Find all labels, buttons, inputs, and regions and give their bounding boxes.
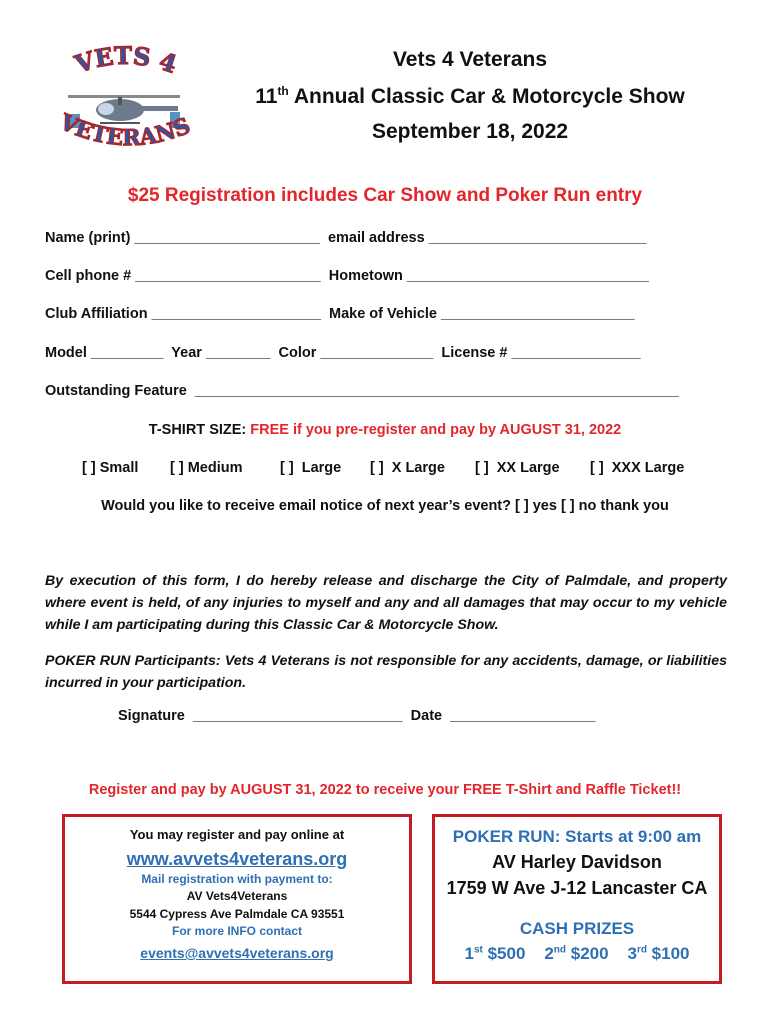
logo-bottom-text: VETERANS: [55, 109, 194, 152]
event-date: September 18, 2022: [371, 120, 569, 143]
tshirt-size-line: [0, 422, 770, 438]
event-org-title: Vets 4 Veterans: [392, 48, 548, 71]
contact-email-link[interactable]: events@avvets4veterans.org: [140, 945, 334, 961]
online-registration-box: [62, 814, 412, 984]
email-notice-question: Would you like to receive email notice of next year’s event? [ ] yes [ ] no thank you: [101, 498, 669, 514]
signature-date-line: Signature __________________________ Date __________________: [118, 708, 596, 724]
size-option-xxxlarge: [ ] XXX Large: [590, 460, 685, 476]
size-option-xlarge: [ ] X Large: [370, 460, 445, 476]
size-option-small: [ ] Small: [82, 460, 139, 476]
liability-release-text: By execution of this form, I do hereby release and discharge the City of Palmdale, and property where event is held, of any injuries to myself and any and all damages that may occur to my vehicle while I am participating during this Classic Car & Motorcycle Show.: [45, 573, 727, 633]
event-title: 11th Annual Classic Car & Motorcycle Show: [255, 84, 685, 108]
cash-prizes-title: CASH PRIZES: [519, 919, 635, 938]
register-deadline-note: Register and pay by AUGUST 31, 2022 to receive your FREE T-Shirt and Raffle Ticket!!: [88, 782, 682, 798]
mail-note: Mail registration with payment to:: [141, 872, 333, 886]
prize-third: 3rd $100: [627, 944, 690, 963]
tshirt-free-note: FREE if you pre-register and pay by AUGUST 31, 2022: [250, 422, 622, 438]
website-link[interactable]: www.avvets4veterans.org: [126, 849, 348, 869]
tshirt-label: T-SHIRT SIZE:: [148, 422, 251, 438]
poker-run-venue: AV Harley Davidson: [492, 852, 662, 872]
info-note: For more INFO contact: [171, 924, 302, 938]
field-row-outstanding-feature: Outstanding Feature ____________________________________________________________: [45, 383, 679, 399]
size-option-medium: [ ] Medium: [170, 460, 243, 476]
vets4veterans-logo: [50, 40, 200, 165]
mail-org: AV Vets4Veterans: [186, 889, 288, 903]
mail-address: 5544 Cypress Ave Palmdale CA 93551: [129, 907, 345, 921]
prize-first: 1st $500: [464, 944, 526, 963]
prize-second: 2nd $200: [544, 944, 609, 963]
online-intro: You may register and pay online at: [129, 827, 345, 842]
field-row-club-make: Club Affiliation _____________________ Make of Vehicle ________________________: [45, 306, 635, 322]
poker-run-box: [432, 814, 722, 984]
size-option-xxlarge: [ ] XX Large: [475, 460, 560, 476]
field-row-phone-hometown: Cell phone # _______________________ Hometown ______________________________: [45, 268, 649, 284]
registration-banner: $25 Registration includes Car Show and Poker Run entry: [127, 185, 643, 206]
logo-graphic: [50, 40, 200, 165]
poker-run-address: 1759 W Ave J-12 Lancaster CA: [446, 878, 708, 898]
poker-run-title: POKER RUN: Starts at 9:00 am: [452, 827, 702, 846]
cash-prizes-list: [435, 944, 719, 964]
field-row-name-email: Name (print) _______________________ email address ___________________________: [45, 230, 647, 246]
field-row-model-year-color-license: Model _________ Year ________ Color ______________ License # ________________: [45, 345, 641, 361]
poker-run-disclaimer: POKER RUN Participants: Vets 4 Veterans is not responsible for any accidents, damage, or liabilities incurred in your participation.: [45, 653, 727, 691]
logo-top-text: VETS 4: [71, 40, 181, 79]
size-option-large: [ ] Large: [280, 460, 342, 476]
